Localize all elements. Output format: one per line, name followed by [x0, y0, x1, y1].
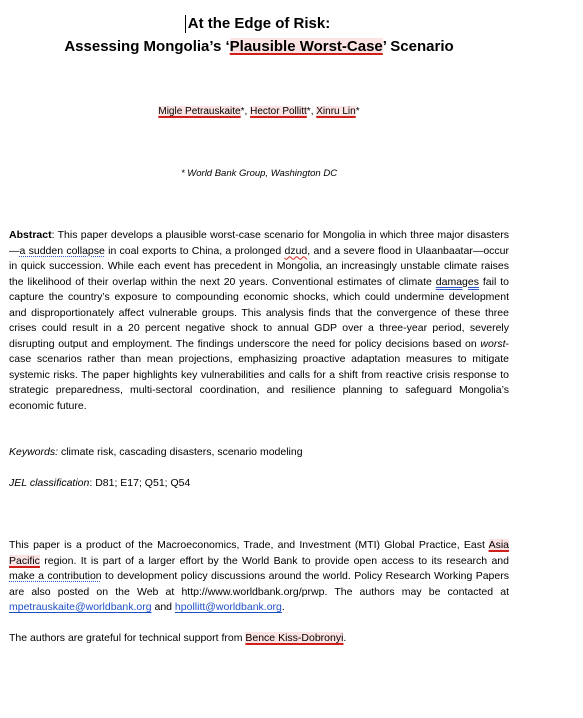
author-name[interactable]: Hector Pollitt	[250, 106, 307, 117]
acknowledgement-line[interactable]	[9, 631, 509, 647]
jel-label: JEL classification	[9, 477, 90, 489]
abstract-text: in coal exports to China, a prolonged	[104, 244, 285, 257]
product-text: to development policy discussions around the world. Policy Research Working Papers are also posted on the Web at http://www.worldbank.org/prwp. The authors may be contacted at	[9, 570, 509, 598]
spelling-flag-asia-pacific[interactable]: Asia Pacific	[9, 539, 509, 567]
title-highlight-plausible-worst-case[interactable]: Plausible Worst-Case	[229, 38, 383, 55]
author-name[interactable]: Migle Petrauskaite	[158, 106, 241, 117]
title-line-2-post: ’ Scenario	[382, 38, 454, 55]
author-mark: *	[355, 106, 360, 117]
product-text: This paper is a product of the Macroeconomics, Trade, and Investment (MTI) Global Practice, East	[9, 539, 489, 551]
jel-text: : D81; E17; Q51; Q54	[89, 477, 191, 489]
grammar-flag-sudden-collapse[interactable]: a sudden collapse	[19, 244, 105, 257]
spelling-flag-dzud[interactable]: dzud	[284, 244, 308, 257]
grammar-flag-make-a-contribution[interactable]: make a contribution	[9, 570, 102, 582]
email-link-petrauskaite[interactable]: mpetrauskaite@worldbank.org	[9, 601, 152, 613]
product-text: region. It is part of a larger effort by the World Bank to provide open access to its research and	[39, 554, 509, 567]
affiliation[interactable]: * World Bank Group, Washington DC	[180, 168, 338, 179]
grammar-flag-damages[interactable]: damages	[435, 275, 479, 288]
jel-line[interactable]	[9, 476, 509, 492]
title-line-1[interactable]	[0, 15, 518, 33]
abstract-label: Abstract	[9, 229, 52, 241]
title-line-2-pre: Assessing Mongolia’s ‘	[64, 38, 230, 55]
abstract-worst-italic: worst	[480, 337, 506, 350]
abstract-paragraph[interactable]	[9, 228, 509, 414]
keywords-label: Keywords:	[9, 446, 59, 458]
abstract-text: , and a severe flood in Ulaanbaatar—occur in quick succession. While each event has precedent in Mongolia, an increasingly unstable climate raises the likelihood of their overlap within the next 20 years. Conventional estimates of climate	[9, 244, 509, 288]
author-list[interactable]: Migle Petrauskaite*, Hector Pollitt*, Xinru Lin*	[158, 106, 360, 117]
product-text: and	[151, 601, 175, 613]
spelling-flag-kiss-dobronyi[interactable]: Bence Kiss-Dobronyi	[245, 632, 344, 644]
author-mark: *	[240, 106, 245, 117]
abstract-text: : This paper develops a plausible worst-case scenario for Mongolia in which three major disasters—	[9, 229, 509, 257]
keywords-text: climate risk, cascading disasters, scenario modeling	[58, 446, 303, 458]
product-paragraph[interactable]	[9, 538, 509, 616]
title-line-1-text: At the Edge of Risk:	[187, 15, 331, 32]
thanks-text: The authors are grateful for technical support from	[9, 632, 246, 644]
abstract-text: fail to capture the country’s exposure to compounding economic shocks, which could undermine development and disproportionately affect vulnerable groups. This analysis finds that the convergence of these three crises could result in a 20 percent negative shock to annual GDP over a three-year period, severely disrupting output and employment. The findings underscore the need for policy decisions based on	[9, 275, 509, 350]
author-mark: *	[306, 106, 311, 117]
product-text: .	[281, 601, 285, 613]
abstract-text: -case scenarios rather than mean projections, emphasizing proactive adaptation measures to mitigate systemic risks. The paper highlights key vulnerabilities and calls for a shift from reactive crisis response to strategic preparedness, multi-sectoral coordination, and resilience planning to safeguard Mongolia’s economic future.	[9, 337, 509, 412]
email-link-pollitt[interactable]: hpollitt@worldbank.org	[174, 601, 282, 613]
title-line-2[interactable]	[0, 38, 518, 56]
thanks-text: .	[343, 632, 347, 644]
keywords-line[interactable]	[9, 445, 509, 461]
author-name[interactable]: Xinru Lin	[316, 106, 356, 117]
